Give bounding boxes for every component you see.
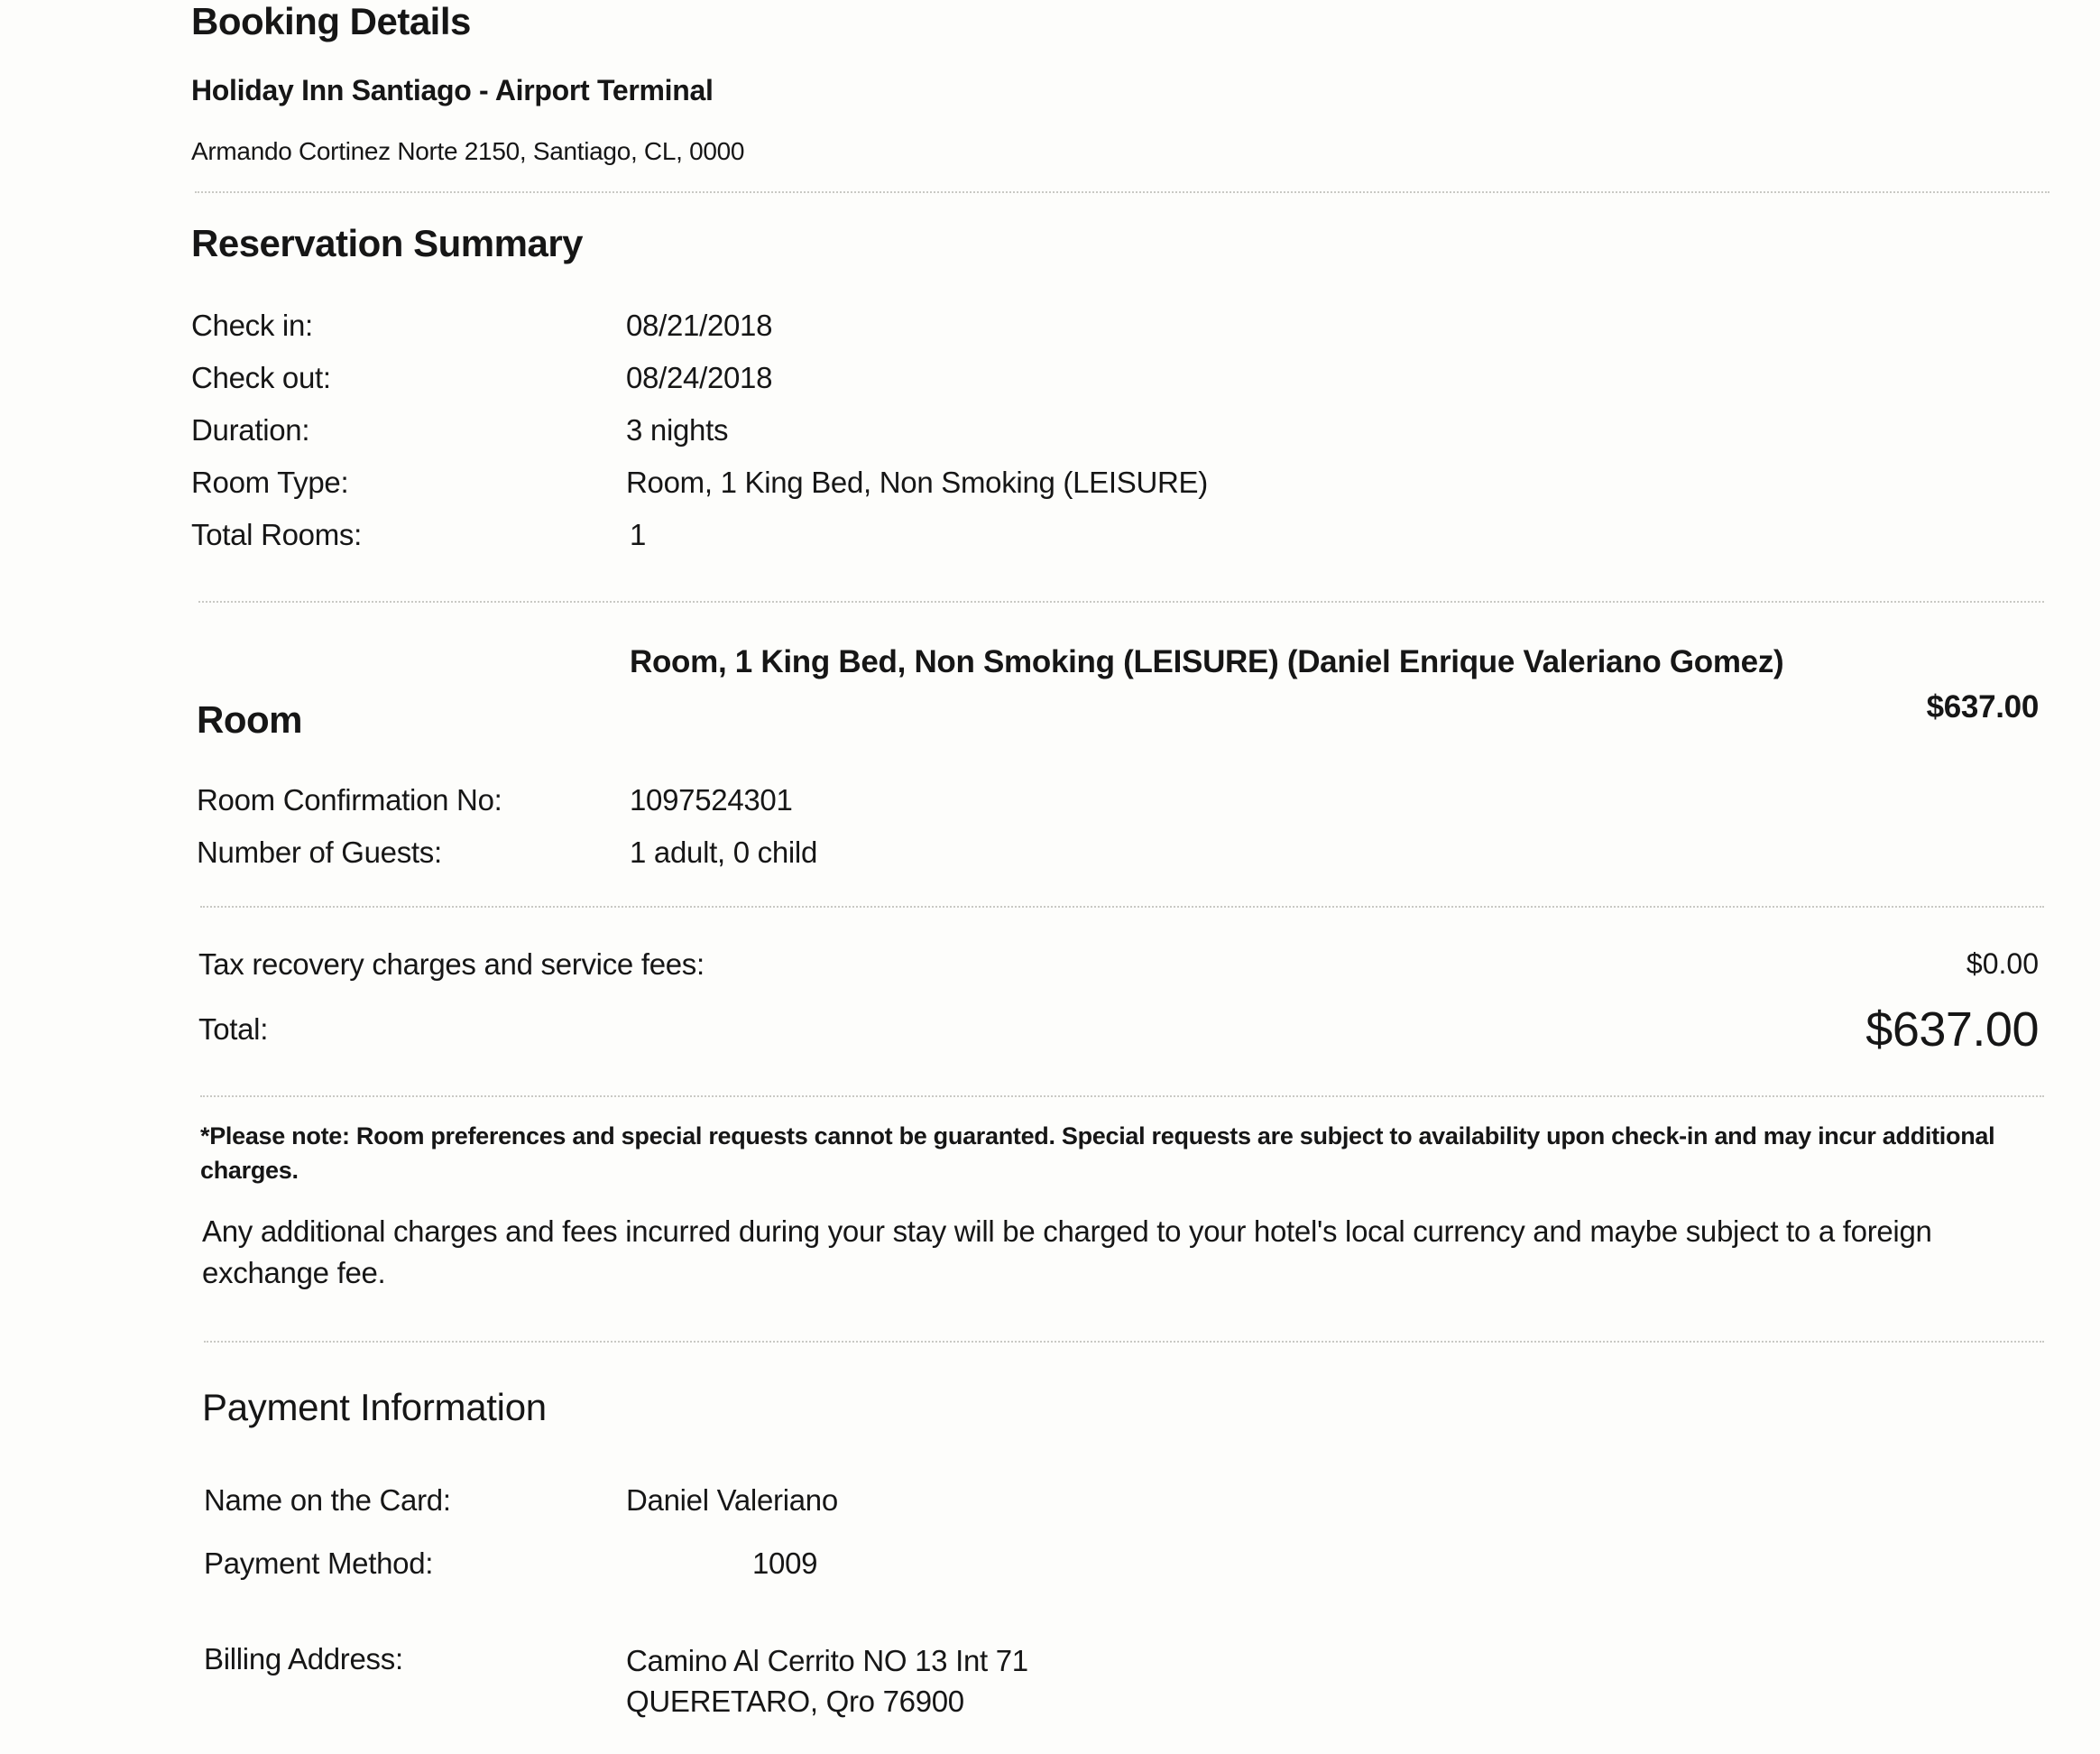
booking-details-heading: Booking Details — [191, 0, 471, 42]
guests-label: Number of Guests: — [197, 835, 442, 869]
room-price: $637.00 — [1926, 689, 2039, 725]
total-label: Total: — [198, 1012, 269, 1046]
guests-value: 1 adult, 0 child — [630, 835, 818, 869]
hotel-name: Holiday Inn Santiago - Airport Terminal — [191, 74, 714, 106]
fees-amount: $0.00 — [1966, 947, 2039, 980]
check-in-value: 08/21/2018 — [626, 309, 773, 342]
payment-method-value: 1009 — [752, 1546, 818, 1580]
billing-address-line-2: QUERETARO, Qro 76900 — [626, 1685, 964, 1718]
check-out-value: 08/24/2018 — [626, 361, 773, 394]
divider — [200, 1095, 2044, 1097]
room-title: Room, 1 King Bed, Non Smoking (LEISURE) (Daniel Enrique Valeriano Gomez) — [630, 644, 1784, 679]
reservation-summary-heading: Reservation Summary — [191, 222, 584, 264]
card-name-label: Name on the Card: — [204, 1483, 451, 1517]
total-rooms-label: Total Rooms: — [191, 518, 362, 551]
divider — [204, 1341, 2044, 1343]
room-type-value: Room, 1 King Bed, Non Smoking (LEISURE) — [626, 466, 1208, 499]
confirmation-value: 1097524301 — [630, 783, 793, 817]
confirmation-label: Room Confirmation No: — [197, 783, 502, 817]
check-in-label: Check in: — [191, 309, 313, 342]
preferences-note: *Please note: Room preferences and special requests cannot be guaranted. Special requests are subject to availability upon check-in and may incur additional charges. — [200, 1122, 1995, 1184]
room-heading: Room — [197, 698, 302, 741]
duration-value: 3 nights — [626, 413, 729, 447]
check-out-label: Check out: — [191, 361, 331, 394]
duration-label: Duration: — [191, 413, 310, 447]
divider — [195, 191, 2049, 193]
billing-address-value — [626, 1640, 1028, 1722]
payment-information-heading: Payment Information — [202, 1386, 547, 1428]
payment-method-label: Payment Method: — [204, 1546, 434, 1580]
divider — [200, 906, 2044, 908]
billing-address-line-1: Camino Al Cerrito NO 13 Int 71 — [626, 1644, 1028, 1677]
hotel-address: Armando Cortinez Norte 2150, Santiago, CL, 0000 — [191, 137, 745, 165]
divider — [198, 601, 2044, 603]
currency-notice: Any additional charges and fees incurred during your stay will be charged to your hotel's local currency and maybe subject to a foreign exchange fee. — [202, 1214, 1932, 1289]
total-rooms-value: 1 — [630, 518, 647, 551]
card-name-value: Daniel Valeriano — [626, 1483, 838, 1517]
fees-label: Tax recovery charges and service fees: — [198, 947, 705, 981]
billing-address-label: Billing Address: — [204, 1642, 403, 1676]
room-type-label: Room Type: — [191, 466, 349, 499]
total-amount: $637.00 — [1865, 1002, 2039, 1057]
